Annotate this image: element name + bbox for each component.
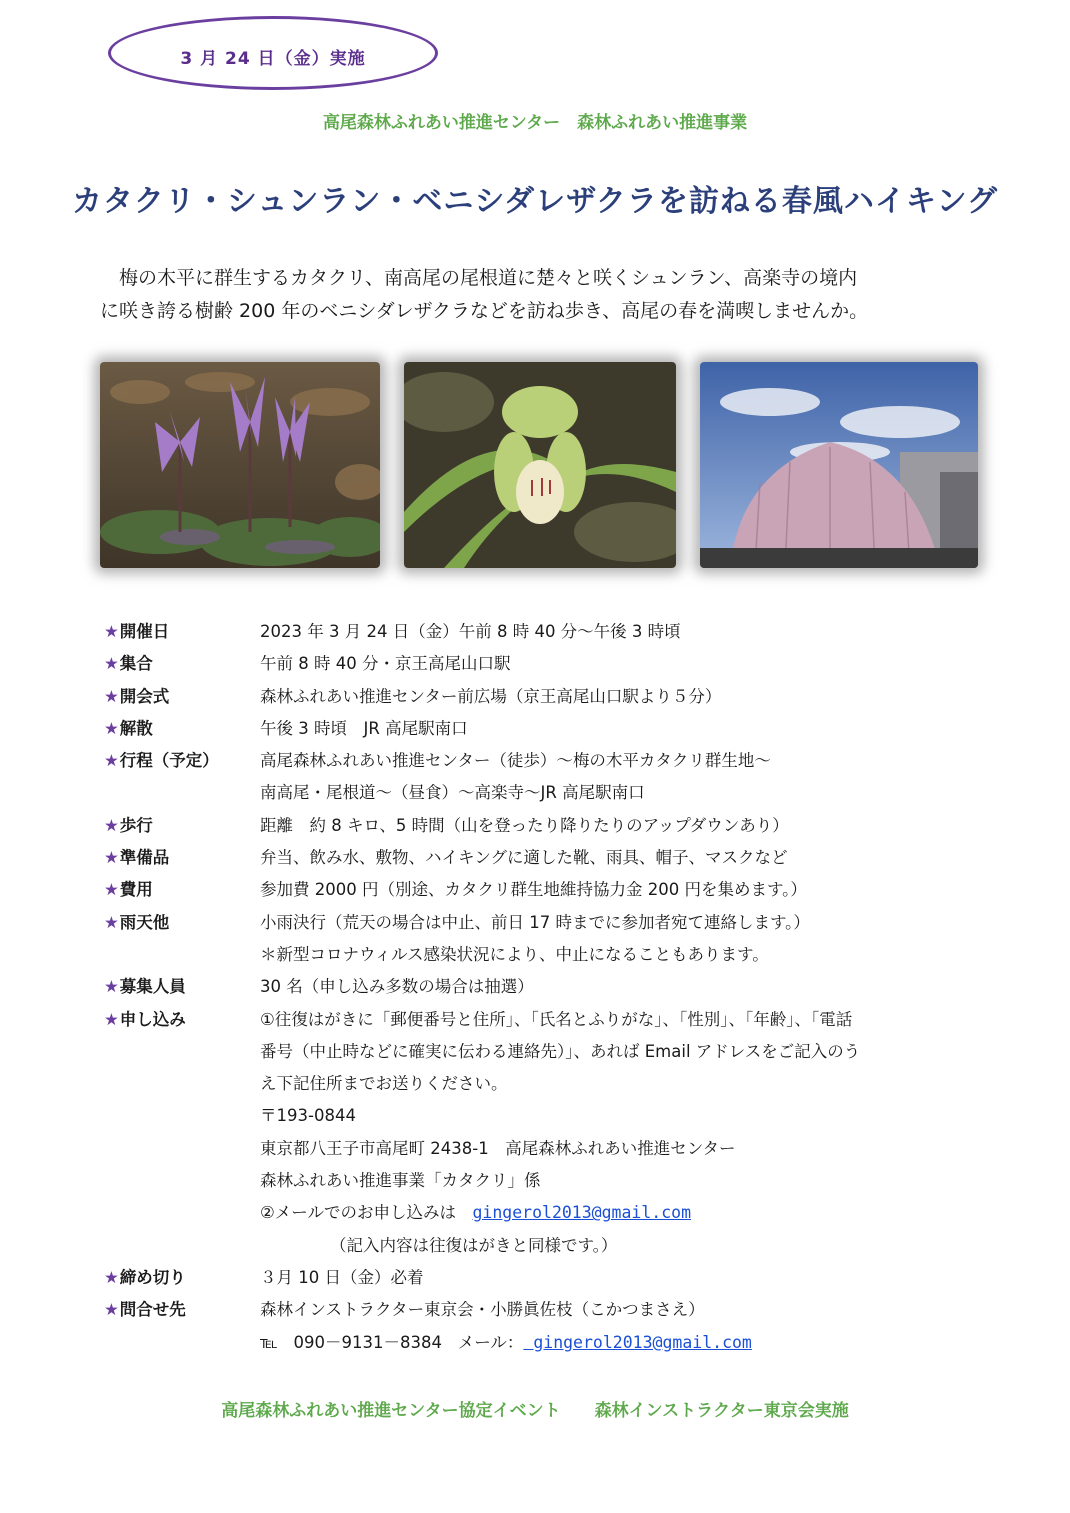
detail-value: 午後 3 時頃 JR 高尾駅南口 bbox=[260, 718, 468, 738]
detail-row-application-cont bbox=[104, 1036, 984, 1068]
detail-label: 解散 bbox=[119, 718, 153, 738]
detail-value: 森林ふれあい推進センター前広場（京王高尾山口駅より５分） bbox=[260, 686, 722, 706]
detail-label: 開催日 bbox=[119, 622, 170, 641]
detail-row-application-cont bbox=[104, 1068, 984, 1100]
detail-label: 締め切り bbox=[119, 1267, 186, 1287]
detail-value: ３月 10 日（金）必着 bbox=[260, 1267, 424, 1287]
detail-value: 参加費 2000 円（別途、カタクリ群生地維持協力金 200 円を集めます。） bbox=[260, 880, 807, 900]
detail-value: 東京都八王子市高尾町 2438-1 高尾森林ふれあい推進センター bbox=[260, 1138, 736, 1158]
detail-row-recipient bbox=[104, 1165, 984, 1197]
intro-paragraph bbox=[100, 262, 980, 328]
detail-row-itinerary bbox=[104, 745, 984, 777]
detail-row-walking bbox=[104, 810, 984, 842]
katakuri-photo bbox=[100, 362, 380, 568]
star-icon: ★ bbox=[104, 912, 119, 932]
footer-credit: 高尾森林ふれあい推進センター協定イベント 森林インストラクター東京会実施 bbox=[221, 1401, 849, 1421]
detail-label: 行程（予定） bbox=[119, 751, 219, 771]
tel-label: ℡ bbox=[260, 1332, 278, 1352]
detail-value: （記入内容は往復はがきと同様です。） bbox=[330, 1235, 618, 1255]
intro-line: に咲き誇る樹齢 200 年のベニシダレザクラなどを訪ね歩き、高尾の春を満喫しませんか。 bbox=[100, 300, 869, 322]
shunran-photo bbox=[404, 362, 676, 568]
detail-label: 歩行 bbox=[119, 815, 153, 835]
detail-value: 2023 年 3 月 24 日（金）午前 8 時 40 分～午後 3 時頃 bbox=[260, 622, 681, 641]
star-icon: ★ bbox=[104, 718, 119, 738]
star-icon: ★ bbox=[104, 654, 119, 674]
tel-number: 090－9131－8384 bbox=[293, 1332, 442, 1352]
date-badge-text: 3 月 24 日（金）実施 bbox=[180, 49, 366, 69]
detail-row-deadline bbox=[104, 1262, 984, 1294]
detail-row-contact-tel bbox=[104, 1327, 984, 1359]
event-details bbox=[104, 616, 984, 1359]
detail-value: 弁当、飲み水、敷物、ハイキングに適した靴、雨具、帽子、マスクなど bbox=[260, 848, 788, 868]
star-icon: ★ bbox=[104, 686, 119, 706]
detail-label: 費用 bbox=[119, 880, 153, 900]
mail-label: メール： bbox=[457, 1332, 524, 1352]
detail-label: 募集人員 bbox=[119, 977, 186, 997]
detail-value: 小雨決行（荒天の場合は中止、前日 17 時までに参加者宛て連絡します。） bbox=[260, 912, 810, 932]
detail-row-contact bbox=[104, 1294, 984, 1326]
intro-line: 梅の木平に群生するカタクリ、南高尾の尾根道に楚々と咲くシュンラン、高楽寺の境内 bbox=[100, 267, 858, 289]
detail-label: 準備品 bbox=[119, 848, 170, 868]
mail-application-text: ②メールでのお申し込みは bbox=[260, 1203, 473, 1223]
detail-value: ＊新型コロナウィルス感染状況により、中止になることもあります。 bbox=[260, 944, 769, 964]
detail-row-weather-note bbox=[104, 939, 984, 971]
detail-row-items bbox=[104, 842, 984, 874]
detail-row-fee bbox=[104, 874, 984, 906]
detail-row-date bbox=[104, 616, 984, 648]
contact-email-link[interactable]: gingerol2013@gmail.com bbox=[523, 1332, 752, 1352]
detail-row-itinerary-cont bbox=[104, 777, 984, 809]
detail-row-address bbox=[104, 1133, 984, 1165]
detail-value: 森林インストラクター東京会・小勝眞佐枝（こかつまさえ） bbox=[260, 1300, 705, 1320]
star-icon: ★ bbox=[104, 1300, 119, 1320]
star-icon: ★ bbox=[104, 880, 119, 900]
star-icon: ★ bbox=[104, 622, 119, 641]
star-icon: ★ bbox=[104, 751, 119, 771]
detail-row-capacity bbox=[104, 971, 984, 1003]
organizer-header: 高尾森林ふれあい推進センター 森林ふれあい推進事業 bbox=[322, 113, 748, 133]
detail-row-weather bbox=[104, 907, 984, 939]
star-icon: ★ bbox=[104, 848, 119, 868]
star-icon: ★ bbox=[104, 815, 119, 835]
detail-value: え下記住所までお送りください。 bbox=[260, 1074, 508, 1094]
detail-value: 〒193-0844 bbox=[260, 1106, 356, 1126]
detail-row-opening bbox=[104, 681, 984, 713]
detail-row-meeting bbox=[104, 648, 984, 680]
detail-row-dismissal bbox=[104, 713, 984, 745]
star-icon: ★ bbox=[104, 977, 119, 997]
page-title: カタクリ・シュンラン・ベニシダレザクラを訪ねる春風ハイキング bbox=[71, 184, 999, 219]
detail-value: 高尾森林ふれあい推進センター（徒歩）～梅の木平カタクリ群生地～ bbox=[260, 751, 771, 771]
detail-value: 森林ふれあい推進事業「カタクリ」係 bbox=[260, 1171, 541, 1191]
detail-label: 集合 bbox=[119, 654, 153, 674]
detail-label: 申し込み bbox=[119, 1009, 186, 1029]
weeping-cherry-photo bbox=[700, 362, 978, 568]
detail-row-postal-code bbox=[104, 1100, 984, 1132]
star-icon: ★ bbox=[104, 1267, 119, 1287]
email-link[interactable]: gingerol2013@gmail.com bbox=[472, 1203, 692, 1223]
detail-label: 問合せ先 bbox=[119, 1300, 186, 1320]
detail-row-mail-note bbox=[104, 1230, 984, 1262]
detail-label: 雨天他 bbox=[119, 912, 170, 932]
detail-value: 番号（中止時などに確実に伝わる連絡先）」、あれば Email アドレスをご記入のう bbox=[260, 1041, 861, 1061]
detail-value: 30 名（申し込み多数の場合は抽選） bbox=[260, 977, 534, 997]
detail-value: 南高尾・尾根道～（昼食）～高楽寺～JR 高尾駅南口 bbox=[260, 783, 645, 803]
detail-value: 距離 約 8 キロ、5 時間（山を登ったり降りたりのアップダウンあり） bbox=[260, 815, 789, 835]
star-icon: ★ bbox=[104, 1009, 119, 1029]
detail-value: 午前 8 時 40 分・京王高尾山口駅 bbox=[260, 654, 511, 674]
detail-row-mail-application bbox=[104, 1197, 984, 1229]
detail-label: 開会式 bbox=[119, 686, 170, 706]
detail-value: ①往復はがきに「郵便番号と住所」、「氏名とふりがな」、「性別」、「年齢」、「電話 bbox=[260, 1009, 853, 1029]
detail-row-application bbox=[104, 1004, 984, 1036]
